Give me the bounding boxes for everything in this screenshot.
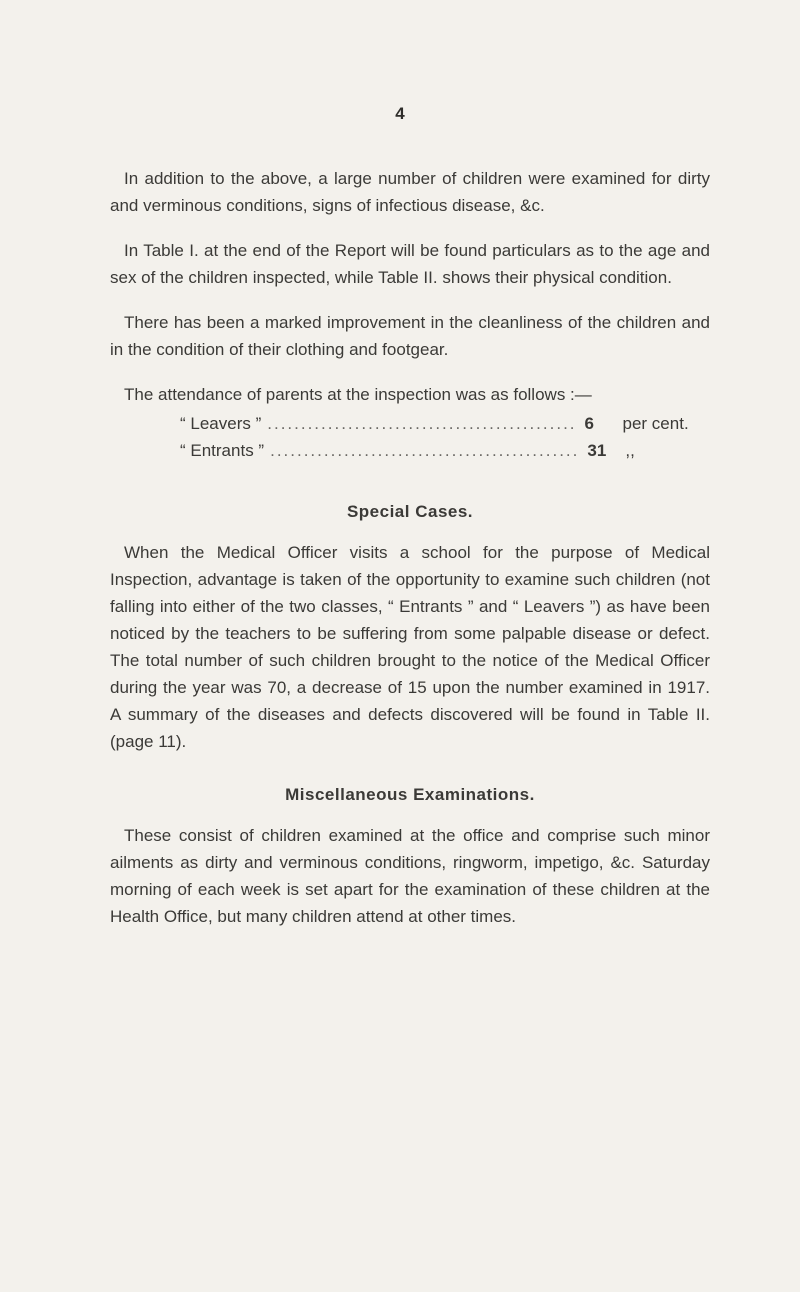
paragraph-tables: In Table I. at the end of the Report will be found particulars as to the age and sex of the children inspected, while Table II. shows their physical condition. (110, 241, 710, 287)
paragraph-cleanliness: There has been a marked improvement in the cleanliness of the children and in the condition of their clothing and footgear. (110, 313, 710, 359)
attendance-list (110, 410, 710, 464)
attendance-unit: ,, (625, 441, 635, 460)
leader-dots: .............................................. (267, 414, 577, 433)
attendance-unit: per cent. (622, 414, 689, 433)
attendance-row-leavers (110, 410, 710, 437)
heading-miscellaneous: Miscellaneous Examinations. (285, 785, 535, 804)
paragraph-miscellaneous: These consist of children examined at the office and comprise such minor ailments as dirty and verminous conditions, ringworm, impetigo, &c. Saturday morning of each week is set apart for the examination of these children at the Health Office, but many children attend at other times. (110, 826, 710, 926)
paragraph-attendance-intro: The attendance of parents at the inspection was as follows :— (124, 385, 592, 404)
heading-special-cases: Special Cases. (346, 502, 474, 521)
leader-dots: .............................................. (270, 441, 580, 460)
paragraph-special-cases: When the Medical Officer visits a school for the purpose of Medical Inspection, advantage is taken of the opportunity to examine such children (not falling into either of the two classes, “ Entrants ” and “ Leavers ”) as have been noticed by the teachers to be suffering from some palpable disease or defect. The total number of such children brought to the notice of the Medical Officer during the year was 70, a decrease of 15 upon the number examined in 1917. A summary of the diseases and defects discovered will be found in Table II. (page 11). (110, 543, 710, 751)
paragraph-examination: In addition to the above, a large number of children were examined for dirty and verminous conditions, signs of infectious disease, &c. (110, 169, 710, 215)
attendance-label: “ Leavers ” (180, 414, 262, 433)
attendance-value: 31 (587, 441, 607, 460)
attendance-row-entrants (110, 437, 710, 464)
attendance-value: 6 (584, 414, 594, 433)
page-number: 4 (395, 104, 405, 123)
document-body (110, 165, 710, 948)
attendance-label: “ Entrants ” (180, 441, 265, 460)
